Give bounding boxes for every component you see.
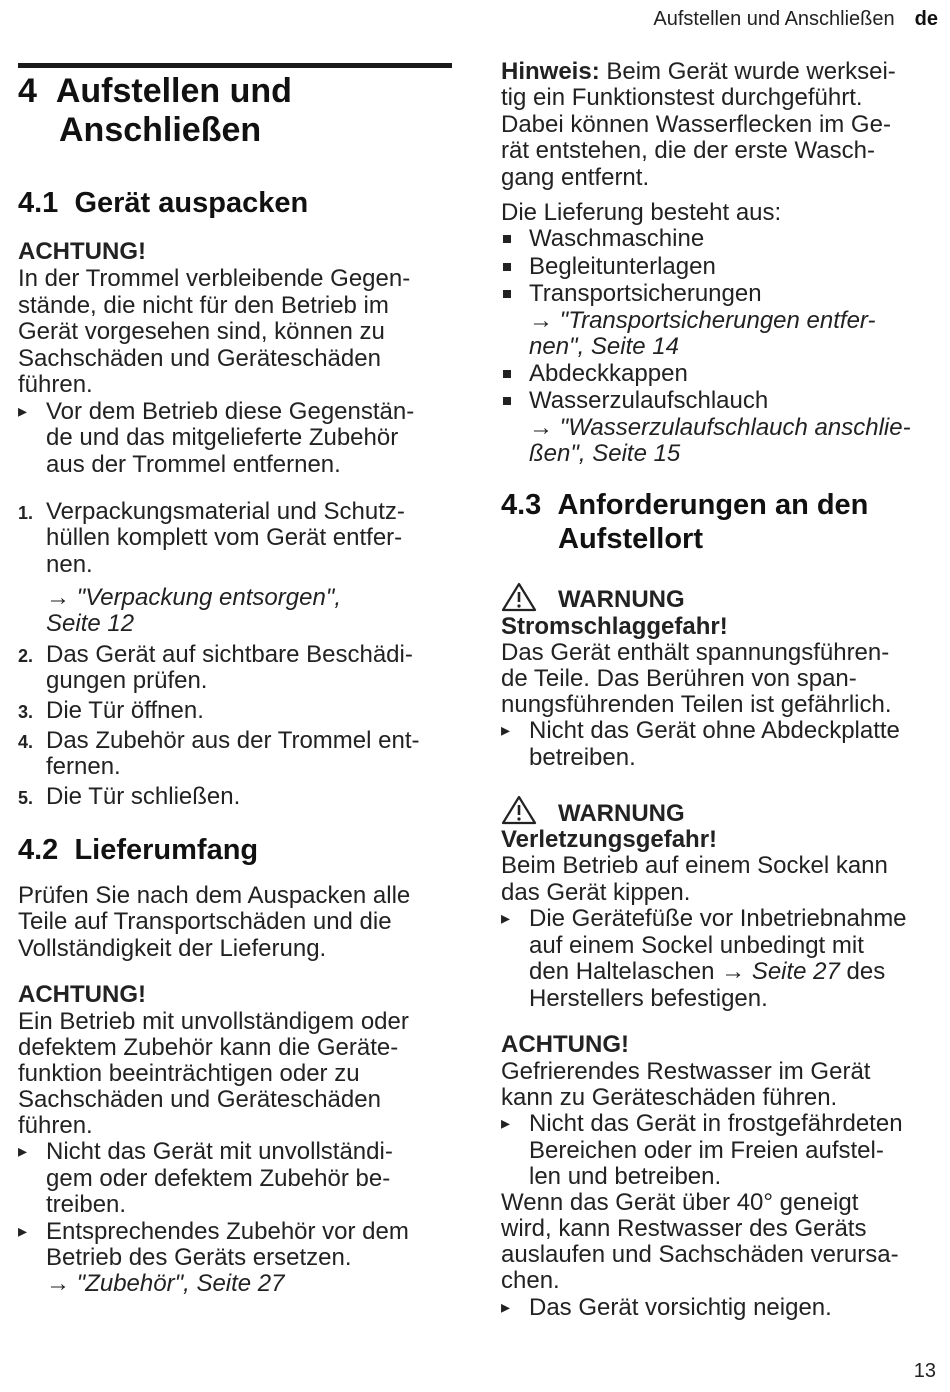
reference-text[interactable]: Seite 12 bbox=[46, 610, 135, 637]
step-text: Das Zubehör aus der Trommel ent- bbox=[46, 727, 420, 754]
warning-label: WARNUNG bbox=[558, 586, 685, 613]
cross-reference-link[interactable] bbox=[46, 1270, 285, 1297]
step-text: Verpackungsmaterial und Schutz- bbox=[46, 498, 405, 525]
step-5 bbox=[18, 783, 33, 812]
cross-reference-link[interactable] bbox=[529, 307, 875, 334]
caution-text: Gefrierendes Restwasser im Gerät bbox=[501, 1058, 871, 1085]
bullet-text: den Haltelaschen bbox=[529, 958, 722, 985]
reference-text[interactable]: ßen", Seite 15 bbox=[529, 440, 681, 467]
chapter-number: 4 bbox=[18, 72, 37, 110]
chapter-title-2: Anschließen bbox=[59, 111, 262, 149]
step-text: fernen. bbox=[46, 753, 121, 780]
warning-title: Verletzungsgefahr! bbox=[501, 826, 718, 853]
bullet-text: Bereichen oder im Freien aufstel- bbox=[529, 1137, 884, 1164]
bullet-text: Nicht das Gerät ohne Abdeckplatte bbox=[529, 717, 900, 744]
step-text: gungen prüfen. bbox=[46, 667, 208, 694]
delivery-item bbox=[501, 253, 716, 280]
section-title: Anforderungen an den bbox=[557, 489, 869, 521]
action-bullet bbox=[501, 905, 907, 932]
delivery-item bbox=[501, 387, 768, 414]
delivery-intro: Die Lieferung besteht aus: bbox=[501, 199, 782, 226]
chapter-rule bbox=[18, 63, 452, 68]
bullet-text: auf einem Sockel unbedingt mit bbox=[529, 932, 864, 959]
tilt-text: chen. bbox=[501, 1267, 560, 1294]
bullet-text: Betrieb des Geräts ersetzen. bbox=[46, 1244, 352, 1271]
step-2 bbox=[18, 641, 33, 670]
warning-text: nungsführenden Teilen ist gefährlich. bbox=[501, 691, 892, 718]
bullet-text: treiben. bbox=[46, 1191, 127, 1218]
caution-text: defektem Zubehör kann die Geräte- bbox=[18, 1034, 399, 1061]
step-text: Die Tür öffnen. bbox=[46, 697, 204, 724]
bullet-text: Entsprechendes Zubehör vor dem bbox=[46, 1218, 409, 1245]
chapter-title-1: Aufstellen und bbox=[55, 72, 292, 110]
caution-label: ACHTUNG! bbox=[501, 1031, 629, 1058]
bullet-text: de und das mitgelieferte Zubehör bbox=[46, 424, 399, 451]
delivery-item bbox=[501, 280, 762, 307]
intro-text: Teile auf Transportschäden und die bbox=[18, 908, 392, 935]
section-title-2: Aufstellort bbox=[558, 523, 703, 555]
section-4-1-heading bbox=[18, 186, 308, 220]
step-text: Die Tür schließen. bbox=[46, 783, 241, 810]
reference-text: "Zubehör", Seite 27 bbox=[76, 1270, 285, 1297]
warning-text: das Gerät kippen. bbox=[501, 879, 691, 906]
bullet-text: len und betreiben. bbox=[529, 1163, 722, 1190]
bullet-text: Die Gerätefüße vor Inbetriebnahme bbox=[529, 905, 907, 932]
step-number: 1. bbox=[18, 503, 34, 523]
note-text: gang entfernt. bbox=[501, 164, 650, 191]
item-text: Abdeckkappen bbox=[529, 360, 688, 387]
note-text: Beim Gerät wurde werksei- bbox=[599, 58, 896, 85]
step-text: nen. bbox=[46, 551, 93, 578]
note-line bbox=[501, 58, 896, 85]
step-number: 3. bbox=[18, 702, 34, 722]
cross-reference-link[interactable]: Seite 27 bbox=[751, 958, 840, 985]
arrow-icon: → bbox=[46, 584, 70, 611]
step-number: 5. bbox=[18, 788, 34, 808]
step-text: hüllen komplett vom Gerät entfer- bbox=[46, 524, 403, 551]
note-text: rät entstehen, die der erste Wasch- bbox=[501, 137, 875, 164]
action-bullet bbox=[501, 717, 900, 744]
bullet-text: des bbox=[839, 958, 886, 985]
tilt-text: wird, kann Restwasser des Geräts bbox=[501, 1215, 867, 1242]
caution-text: stände, die nicht für den Betrieb im bbox=[18, 292, 389, 319]
item-text: Wasserzulaufschlauch bbox=[529, 387, 769, 414]
header-title: Aufstellen und Anschließen bbox=[653, 8, 895, 30]
caution-label: ACHTUNG! bbox=[18, 981, 146, 1008]
caution-text: Ein Betrieb mit unvollständigem oder bbox=[18, 1008, 409, 1035]
warning-text: Das Gerät enthält spannungsführen- bbox=[501, 639, 890, 666]
warning-triangle-icon bbox=[501, 582, 537, 612]
step-number: 4. bbox=[18, 732, 34, 752]
section-4-2-heading bbox=[18, 833, 258, 867]
caution-text: In der Trommel verbleibende Gegen- bbox=[18, 265, 411, 292]
arrow-icon: → bbox=[46, 1270, 70, 1297]
arrow-icon: → bbox=[529, 414, 553, 441]
bullet-text: betreiben. bbox=[529, 744, 636, 771]
section-number: 4.1 bbox=[18, 187, 59, 219]
arrow-icon: → bbox=[721, 958, 746, 985]
step-1 bbox=[18, 498, 33, 527]
item-text: Transportsicherungen bbox=[529, 280, 762, 307]
tilt-text: Wenn das Gerät über 40° geneigt bbox=[501, 1189, 859, 1216]
intro-text: Prüfen Sie nach dem Auspacken alle bbox=[18, 882, 411, 909]
bullet-text: Das Gerät vorsichtig neigen. bbox=[529, 1294, 832, 1321]
action-bullet bbox=[18, 1138, 393, 1165]
caution-text: Sachschäden und Geräteschäden bbox=[18, 345, 381, 372]
action-bullet bbox=[501, 1110, 903, 1137]
bullet-text: aus der Trommel entfernen. bbox=[46, 451, 341, 478]
reference-text[interactable]: nen", Seite 14 bbox=[529, 333, 679, 360]
bullet-text-with-reference bbox=[529, 958, 885, 985]
bullet-text: Nicht das Gerät in frostgefährdeten bbox=[529, 1110, 903, 1137]
section-title: Lieferumfang bbox=[74, 834, 259, 866]
bullet-text: Nicht das Gerät mit unvollständi- bbox=[46, 1138, 393, 1165]
section-number: 4.3 bbox=[501, 489, 542, 521]
warning-label: WARNUNG bbox=[558, 800, 685, 827]
note-text: Dabei können Wasserflecken im Ge- bbox=[501, 111, 891, 138]
reference-text: "Wasserzulaufschlauch anschlie- bbox=[559, 414, 911, 441]
caution-text: Sachschäden und Geräteschäden bbox=[18, 1086, 381, 1113]
bullet-text: Vor dem Betrieb diese Gegenstän- bbox=[46, 398, 415, 425]
language-tag: de bbox=[914, 8, 938, 30]
caution-text: führen. bbox=[18, 371, 93, 398]
caution-text: Gerät vorgesehen sind, können zu bbox=[18, 318, 385, 345]
section-number: 4.2 bbox=[18, 834, 59, 866]
delivery-item bbox=[501, 360, 688, 387]
cross-reference-link[interactable] bbox=[46, 584, 341, 611]
caution-text: kann zu Geräteschäden führen. bbox=[501, 1084, 838, 1111]
warning-title: Stromschlaggefahr! bbox=[501, 613, 728, 640]
page-number: 13 bbox=[913, 1360, 936, 1382]
item-text: Begleitunterlagen bbox=[529, 253, 716, 280]
section-4-3-heading bbox=[501, 488, 868, 522]
warning-text: Beim Betrieb auf einem Sockel kann bbox=[501, 852, 888, 879]
note-text: tig ein Funktionstest durchgeführt. bbox=[501, 84, 863, 111]
caution-label: ACHTUNG! bbox=[18, 238, 146, 265]
bullet-text: gem oder defektem Zubehör be- bbox=[46, 1165, 391, 1192]
step-3 bbox=[18, 697, 33, 726]
reference-text: "Transportsicherungen entfer- bbox=[559, 307, 876, 334]
note-label: Hinweis: bbox=[501, 58, 600, 85]
tilt-text: auslaufen und Sachschäden verursa- bbox=[501, 1241, 899, 1268]
step-number: 2. bbox=[18, 646, 34, 666]
running-header bbox=[653, 8, 938, 31]
caution-text: funktion beeinträchtigen oder zu bbox=[18, 1060, 360, 1087]
arrow-icon: → bbox=[529, 307, 553, 334]
item-text: Waschmaschine bbox=[529, 225, 705, 252]
cross-reference-link[interactable] bbox=[529, 414, 911, 441]
warning-triangle-icon bbox=[501, 795, 537, 825]
bullet-text: Herstellers befestigen. bbox=[529, 985, 768, 1012]
action-bullet bbox=[501, 1294, 832, 1321]
section-title: Gerät auspacken bbox=[74, 187, 309, 219]
action-bullet bbox=[18, 398, 414, 425]
delivery-item bbox=[501, 225, 704, 252]
caution-text: führen. bbox=[18, 1112, 93, 1139]
chapter-heading bbox=[18, 72, 292, 110]
step-text: Das Gerät auf sichtbare Beschädi- bbox=[46, 641, 413, 668]
step-4 bbox=[18, 727, 33, 756]
warning-text: de Teile. Das Berühren von span- bbox=[501, 665, 857, 692]
action-bullet bbox=[18, 1218, 409, 1245]
reference-text: "Verpackung entsorgen", bbox=[76, 584, 341, 611]
intro-text: Vollständigkeit der Lieferung. bbox=[18, 935, 327, 962]
